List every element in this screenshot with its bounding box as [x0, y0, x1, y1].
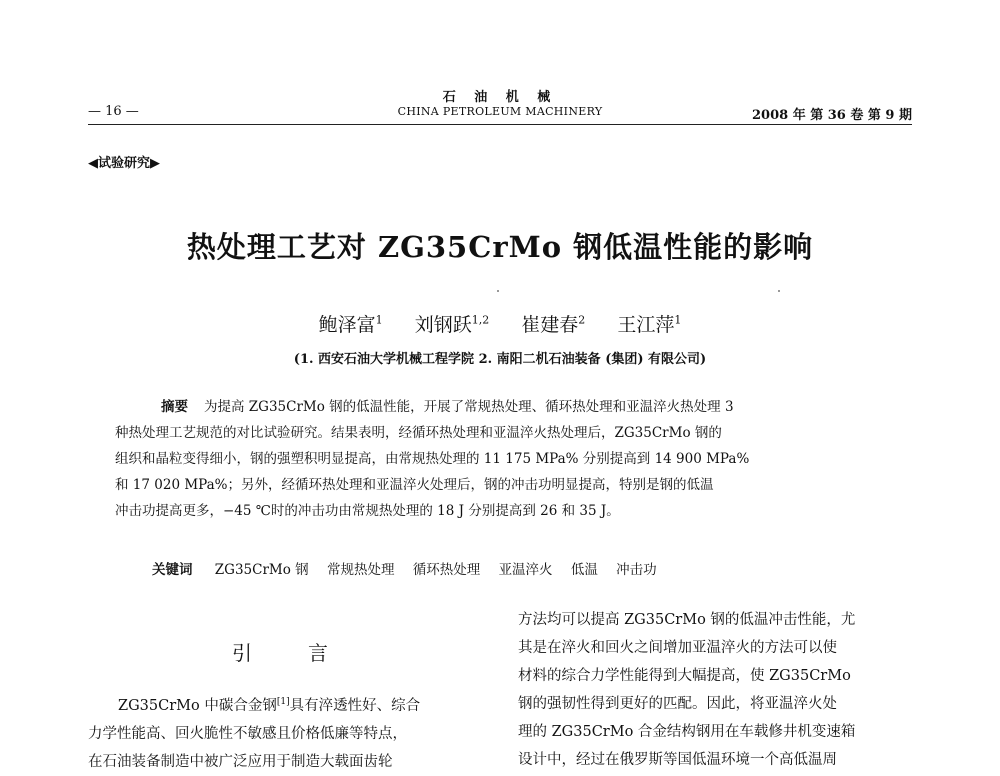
body-line: 钢的强韧性得到更好的匹配。因此，将亚温淬火处	[518, 696, 837, 712]
paper-title: 热处理工艺对 ZG35CrMo 钢低温性能的影响	[186, 230, 814, 264]
abstract-line: 冲击功提高更多，−45 ℃时的冲击功由常规热处理的 18 J 分别提高到 26 和 35 J。	[115, 503, 620, 519]
body-line: ZG35CrMo 中碳合金钢[1]具有淬透性好、综合	[118, 697, 421, 714]
page-number: — 16 —	[88, 104, 139, 119]
author: 崔建春$^2$	[521, 313, 586, 336]
author: 王江萍$^1$	[617, 313, 682, 336]
body-line: 设计中，经过在俄罗斯等国低温环境一个高低温周	[518, 752, 837, 768]
affiliation: (1. 西安石油大学机械工程学院 2. 南阳二机石油装备 (集团) 有限公司)	[293, 352, 707, 367]
header-rule	[88, 124, 912, 125]
body-line: 材料的综合力学性能得到大幅提高，使 ZG35CrMo	[518, 668, 851, 684]
abstract-line: 种热处理工艺规范的对比试验研究。结果表明，经循环热处理和亚温淬火热处理后，ZG35CrMo 钢的	[115, 425, 722, 441]
body-line: 方法均可以提高 ZG35CrMo 钢的低温冲击性能，尤	[518, 612, 856, 628]
issue-info: 2008 年 第 36 卷 第 9 期	[752, 108, 912, 123]
keyword: ZG35CrMo 钢	[214, 562, 309, 578]
keyword: 冲击功	[616, 562, 657, 578]
right-column-text	[518, 606, 918, 774]
abstract-line: 和 17 020 MPa%；另外，经循环热处理和亚温淬火处理后，钢的冲击功明显提高，特别是钢的低温	[115, 477, 714, 493]
keyword: 循环热处理	[412, 562, 481, 578]
journal-name-en: CHINA PETROLEUM MACHINERY	[397, 105, 603, 118]
body-line: 在石油装备制造中被广泛应用于制造大载面齿轮	[88, 753, 393, 770]
keywords-label: 关键词	[152, 562, 193, 578]
journal-name-cn: 石 油 机 械	[442, 90, 558, 105]
body-line: 理的 ZG35CrMo 合金结构钢用在车载修井机变速箱	[518, 724, 856, 740]
body-line: 力学性能高、回火脆性不敏感且价格低廉等特点，	[88, 725, 407, 742]
author: 鲍泽富$^1$	[318, 313, 383, 336]
abstract-line: 摘要 为提高 ZG35CrMo 钢的低温性能，开展了常规热处理、循环热处理和亚温淬火热处理 3	[161, 399, 734, 415]
author: 刘钢跃$^{1,2}$	[414, 313, 490, 336]
body-line: 其是在淬火和回火之间增加亚温淬火的方法可以使	[518, 640, 837, 656]
left-column-text	[88, 688, 488, 776]
keywords	[152, 558, 671, 578]
keyword: 亚温淬火	[498, 562, 553, 578]
keyword: 低温	[570, 562, 598, 578]
author-list	[0, 310, 1000, 337]
abstract	[115, 394, 893, 524]
abstract-line: 组织和晶粒变得细小，钢的强塑积明显提高，由常规热处理的 11 175 MPa% 分别提高到 14 900 MPa%	[115, 451, 750, 467]
speck	[497, 290, 499, 292]
abstract-label: 摘要	[161, 399, 188, 415]
keyword: 常规热处理	[326, 562, 395, 578]
section-tag: ◀试验研究▶	[88, 156, 160, 171]
citation-ref: [1]	[276, 697, 290, 707]
intro-heading: 引言	[232, 641, 384, 665]
speck	[778, 290, 780, 292]
